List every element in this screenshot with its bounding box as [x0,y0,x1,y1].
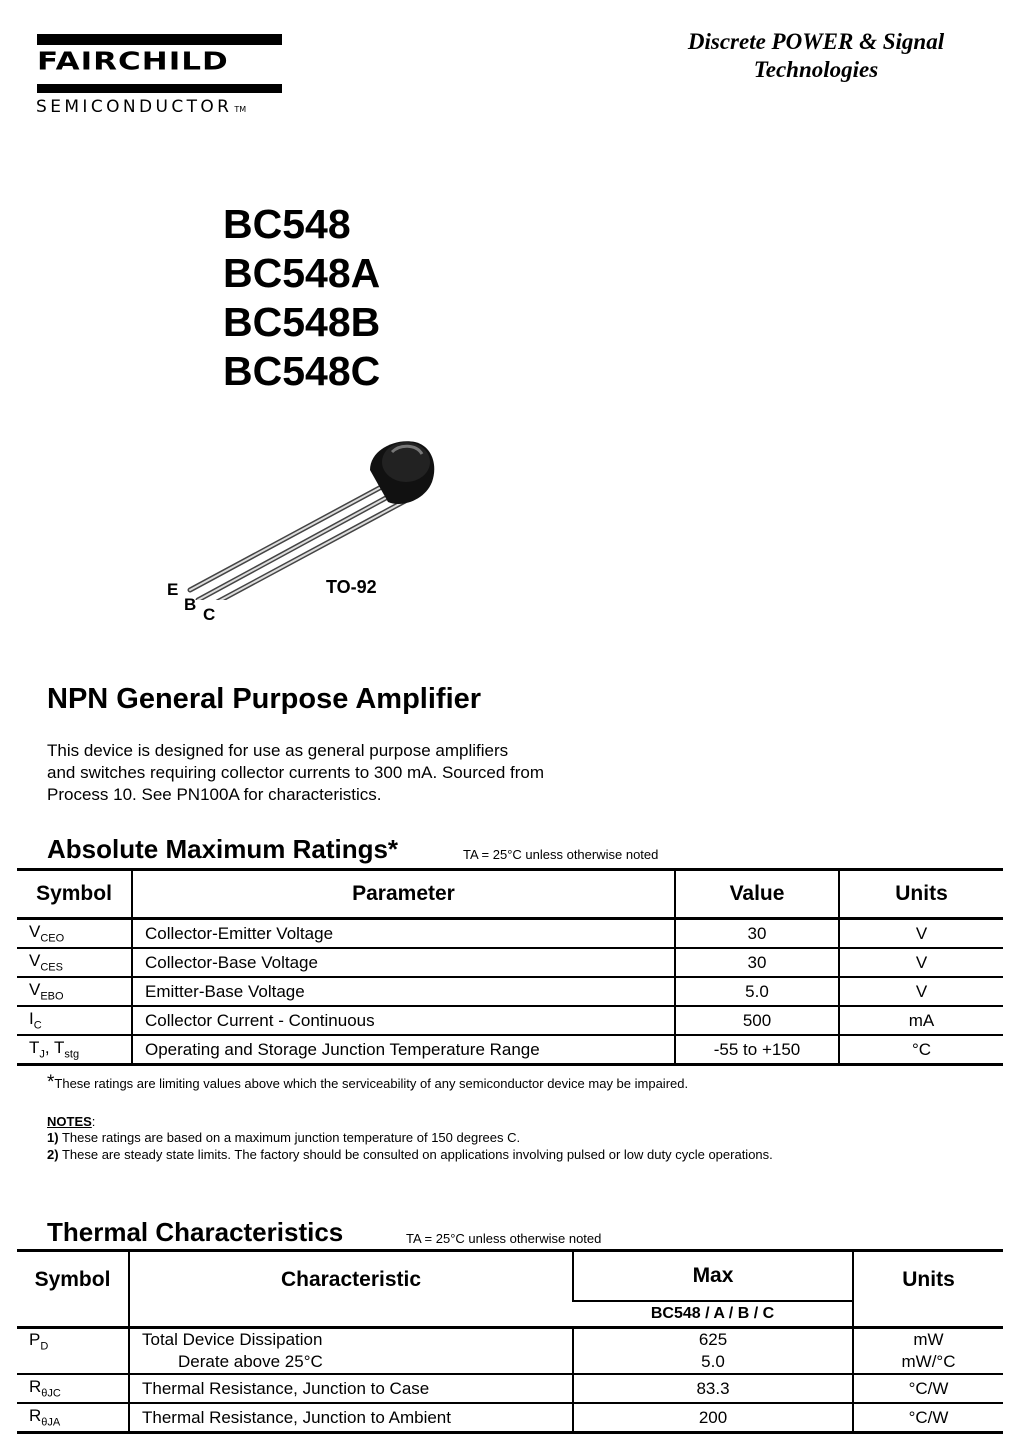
package-name: TO-92 [326,577,377,597]
symbol-cell [17,1403,129,1433]
characteristic-line: Total Device Dissipation [142,1330,323,1349]
table-header-row [17,870,1003,919]
description-line: Process 10. See PN100A for characteristics. [47,785,382,804]
symbol-sub-2: stg [64,1048,80,1061]
notes-colon: : [91,1114,96,1129]
part-number: BC548B [223,299,381,345]
page-title: NPN General Purpose Amplifier [47,683,482,715]
symbol-main-2: , T [44,1038,65,1058]
amr-table [17,868,1003,1066]
symbol-sub: C [33,1019,42,1032]
logo-subtitle [36,97,246,117]
table-row [17,1006,1003,1035]
symbol-main: V [29,922,41,942]
to92-package-illustration [170,430,460,600]
note-text: These ratings are based on a maximum junction temperature of 150 degrees C. [61,1130,521,1145]
symbol-cell [17,948,132,977]
max-value: 5.0 [701,1352,725,1371]
footnote-text: These ratings are limiting values above which the serviceability of any semiconductor device may be impaired. [54,1076,689,1091]
max-cell: 83.3 [573,1374,853,1403]
symbol-cell [17,977,132,1006]
units-cell [853,1328,1003,1375]
characteristic-cell: Thermal Resistance, Junction to Case [129,1374,573,1403]
thermal-table [17,1249,1003,1434]
table-row [17,1328,1003,1375]
note-text: These are steady state limits. The factory should be consulted on applications involving pulsed or low duty cycle operations. [61,1147,773,1162]
units-cell: V [839,919,1003,949]
tagline [646,28,986,84]
part-number: BC548A [223,250,381,296]
symbol-cell [17,1374,129,1403]
note-number: 2) [47,1147,59,1162]
note-1 [47,1130,520,1145]
table-row [17,977,1003,1006]
characteristic-cell: Thermal Resistance, Junction to Ambient [129,1403,573,1433]
units-cell: °C/W [853,1403,1003,1433]
logo-sub-text: SEMICONDUCTOR [36,97,233,117]
symbol-sub: EBO [40,990,64,1003]
symbol-cell [17,1328,129,1375]
units-value: mW/°C [901,1352,956,1371]
notes-title-text: NOTES [47,1114,92,1129]
col-header-max: Max [573,1251,853,1302]
units-value: mW [913,1330,944,1349]
pin-label-b: B [184,595,197,614]
symbol-main: P [29,1330,41,1349]
col-header-units: Units [839,870,1003,919]
pin-label-c: C [203,605,216,624]
units-cell: °C [839,1035,1003,1065]
col-header-characteristic: Characteristic [129,1251,573,1328]
value-cell: 500 [675,1006,839,1035]
table-row [17,1403,1003,1433]
col-header-parameter: Parameter [132,870,675,919]
table-header-row [17,1251,1003,1302]
symbol-main: I [29,1009,34,1029]
parameter-cell: Collector-Emitter Voltage [132,919,675,949]
amr-heading: Absolute Maximum Ratings* [47,834,399,864]
table-row [17,919,1003,949]
part-numbers [223,200,380,396]
table-row [17,1035,1003,1065]
symbol-main: T [29,1038,40,1058]
pin-label-e: E [167,580,179,599]
value-cell: 5.0 [675,977,839,1006]
thermal-heading: Thermal Characteristics [47,1217,344,1247]
symbol-sub: θJC [41,1387,61,1400]
description-line: This device is designed for use as general purpose amplifiers [47,741,509,760]
units-cell: V [839,977,1003,1006]
logo-name: FAIRCHILD [37,47,229,76]
symbol-sub: D [40,1340,49,1353]
table-row [17,1374,1003,1403]
note-number: 1) [47,1130,59,1145]
symbol-cell [17,919,132,949]
symbol-main: R [29,1377,42,1397]
col-header-symbol: Symbol [17,1251,129,1328]
max-cell [573,1328,853,1375]
symbol-sub: CEO [40,932,65,945]
description-line: and switches requiring collector currents to 300 mA. Sourced from [47,763,545,782]
value-cell: 30 [675,948,839,977]
symbol-main: R [29,1406,42,1426]
amr-condition: TA = 25°C unless otherwise noted [463,847,659,862]
parameter-cell: Operating and Storage Junction Temperature Range [132,1035,675,1065]
symbol-cell [17,1035,132,1065]
max-cell: 200 [573,1403,853,1433]
tagline-line2: Technologies [753,57,879,82]
amr-footnote [47,1072,688,1094]
symbol-sub: J [39,1048,45,1061]
table-row [17,948,1003,977]
characteristic-line: Derate above 25°C [178,1352,323,1371]
symbol-sub: θJA [41,1416,61,1429]
note-2 [47,1147,773,1162]
parameter-cell: Collector Current - Continuous [132,1006,675,1035]
parameter-cell: Collector-Base Voltage [132,948,675,977]
logo-bottom-bar [37,84,282,93]
units-cell: V [839,948,1003,977]
symbol-sub: CES [40,961,63,974]
col-header-units: Units [853,1251,1003,1328]
transistor-body [370,441,434,504]
symbol-main: V [29,951,41,971]
units-cell: °C/W [853,1374,1003,1403]
description [47,740,567,806]
max-value: 625 [698,1330,728,1349]
value-cell: 30 [675,919,839,949]
value-cell: -55 to +150 [675,1035,839,1065]
col-subheader-device: BC548 / A / B / C [573,1301,853,1328]
logo-trademark: TM [234,105,247,114]
part-number: BC548C [223,348,381,394]
thermal-condition: TA = 25°C unless otherwise noted [406,1231,602,1246]
symbol-main: V [29,980,41,1000]
symbol-cell [17,1006,132,1035]
part-number: BC548 [223,201,351,247]
logo-top-bar [37,34,282,45]
tagline-line1: Discrete POWER & Signal [687,29,945,54]
col-header-symbol: Symbol [17,870,132,919]
parameter-cell: Emitter-Base Voltage [132,977,675,1006]
units-cell: mA [839,1006,1003,1035]
footnote-star: * [47,1072,55,1093]
col-header-value: Value [675,870,839,919]
characteristic-cell [129,1328,573,1375]
notes-title [47,1114,95,1129]
